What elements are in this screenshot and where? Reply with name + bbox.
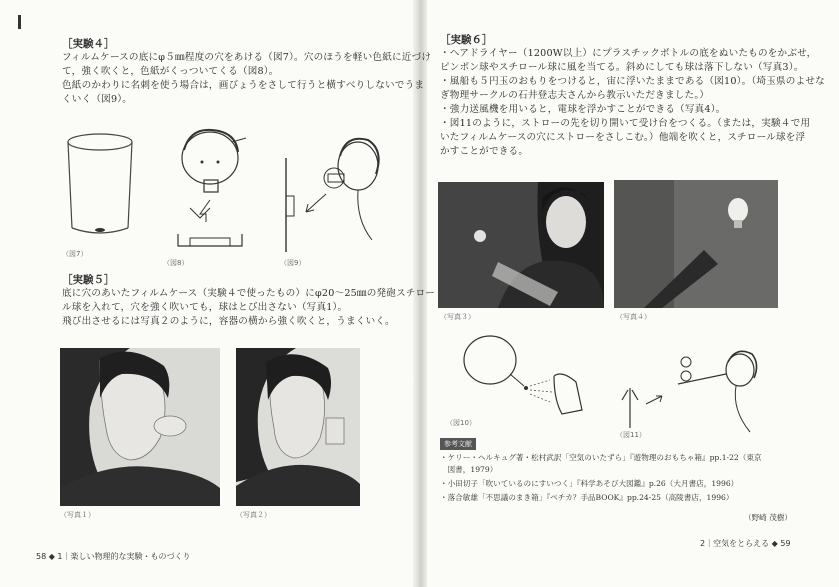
exp4-heading: ［実験４］ [62,38,115,50]
blowing-side-illustration [276,130,386,255]
exp5-line: ル球を入れて，穴を強く吹いても，球はとび出さない（写真1）。 [62,302,348,313]
exp6-heading: ［実験６］ [440,34,493,46]
exp6-line: ・風船も５円玉のおもりをつけると，宙に浮いたままである（図10）。（埼玉県のよせな [440,76,825,87]
reference-item: ・落合敏雄「不思議のまき箱」『ペチカ？手品BOOK』pp.24-25（高陵書店，1996） [440,493,734,502]
film-case-illustration [60,130,140,240]
exp5-heading: ［実験５］ [62,274,115,286]
exp4-line: くいく（図9）。 [62,94,133,105]
photo1-caption: （写真１） [60,511,95,519]
exp6-line: ・ヘアドライヤー（1200W以上）にプラスチックボトルの底をぬいたものをかぶせ， [440,48,817,59]
reference-item: 図書，1979） [440,465,498,474]
photo4-caption: （写真４） [616,313,651,321]
photo-4 [614,180,778,308]
reference-item: ・小田切子「吹いているのにすいつく」『科学あそび大図鑑』p.26（大月書店，1996） [440,479,739,488]
exp5-line: 底に穴のあいたフィルムケース（実験４で使ったもの）にφ20〜25㎜の発砲スチロー [62,288,436,299]
fig10-caption: （図10） [446,419,476,427]
reference-item: ・ケリー・ヘルキュグ著・松村武訳「空気のいたずら」『遊物理のおもちゃ箱』pp.1-22（東京 [440,453,762,462]
fig8-caption: （図8） [163,259,189,267]
references-heading: 参考文献 [440,438,476,450]
exp4-line: フィルムケースの底にφ５㎜程度の穴をあける（図7）。穴のほうを軽い色紙に近づけ [62,52,432,63]
balloon-illustration [458,330,598,420]
scan-mark [18,15,21,29]
left-footer: 58 ◆ 1｜楽しい物理的な実験・ものづくり [36,552,191,561]
blowing-down-illustration [160,122,260,252]
exp5-line: 飛び出させるには写真２のように，容器の横から強く吹くと，うまくいく。 [62,316,395,327]
photo2-caption: （写真２） [236,511,271,519]
fig9-caption: （図9） [280,259,306,267]
exp6-line: いたフィルムケースの穴にストローをさしこむ。）他端を吹くと，スチロール球を浮 [440,132,806,143]
exp4-line: て，強く吹くと，色紙がくっついてくる（図8）。 [62,66,279,77]
photo-3 [438,182,604,308]
photo3-caption: （写真３） [440,313,475,321]
exp6-line: ・強力送風機を用いると，電球を浮かすことができる（写真4）。 [440,104,726,115]
fig11-caption: （図11） [616,431,646,439]
fig7-caption: （図7） [62,250,88,258]
exp6-line: ピンポン球やスチロール球に風を当てる。斜めにしても球は落下しない（写真3）。 [440,62,804,73]
exp6-line: かすことができる。 [440,146,529,157]
photo-2 [236,348,360,506]
straw-stand-illustration [610,340,770,436]
author-credit: （野崎 茂樹） [744,513,792,522]
exp6-line: ・図11のように，ストローの先を切り開いて受け台をつくる。（または，実験４で用 [440,118,811,129]
exp6-line: ぎ物理サークルの石井登志夫さんから教示いただきました。） [440,90,710,101]
right-footer: 2｜空気をとらえる ◆ 59 [700,539,791,548]
exp4-line: 色紙のかわりに名刺を使う場合は，画びょうをさして行うと横すべりしないでうま [62,80,425,91]
photo-1 [60,348,220,506]
